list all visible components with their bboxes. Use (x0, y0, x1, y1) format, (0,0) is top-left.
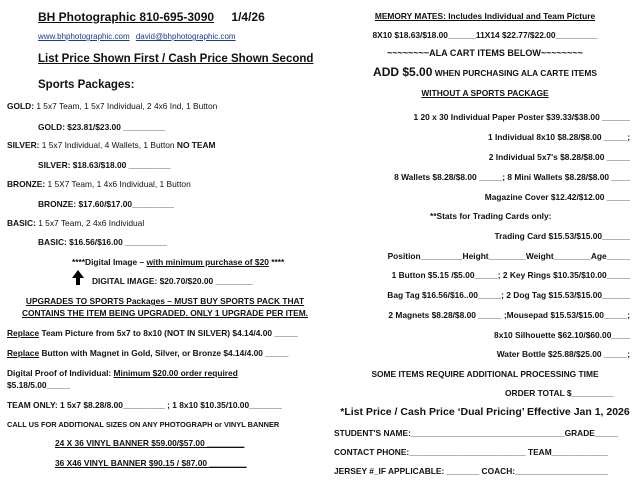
ala-cart-item[interactable]: 2 Individual 5x7's $8.28/$8.00 _____ (488, 152, 630, 162)
digital-image-note: ****Digital Image – with minimum purchase of $20 **** (72, 257, 285, 267)
company-header (38, 10, 265, 24)
jersey-coach-field[interactable]: JERSEY #_IF APPLICABLE: _______ COACH:____________________ (334, 466, 609, 476)
ala-cart-item[interactable]: Water Bottle $25.88/$25.00 _____; (496, 349, 630, 359)
dual-pricing-note: *List Price / Cash Price ‘Dual Pricing’ Effective Jan 1, 2026 (340, 406, 630, 418)
team-only-line[interactable]: TEAM ONLY: 1 5x7 $8.28/8.00_________ ; 1 8x10 $10.35/10.00_______ (7, 400, 282, 410)
digital-image-price[interactable]: DIGITAL IMAGE: $20.70/$20.00 ________ (92, 276, 253, 286)
without-sports-package: WITHOUT A SPORTS PACKAGE (421, 88, 549, 98)
digital-proof-price[interactable]: $5.18/5.00_____ (7, 380, 70, 390)
student-name-field[interactable]: STUDENT'S NAME:_________________________________GRADE_____ (334, 428, 619, 438)
upgrades-heading-1: UPGRADES TO SPORTS Packages – MUST BUY SPORTS PACK THAT (25, 296, 305, 306)
basic-package: BASIC: 1 5x7 Team, 2 4x6 Individual (7, 218, 145, 228)
bronze-price[interactable]: BRONZE: $17.60/$17.00_________ (38, 199, 174, 209)
add-five-dollars: ADD $5.00 WHEN PURCHASING ALA CARTE ITEMS (373, 65, 597, 79)
silver-price[interactable]: SILVER: $18.63/$18.00 _________ (38, 160, 171, 170)
ala-cart-item[interactable]: Magazine Cover $12.42/$12.00 _____ (484, 192, 630, 202)
ala-cart-item[interactable]: 8 Wallets $8.28/$8.00 _____; 8 Mini Wallets $8.28/$8.00 ____ (394, 172, 630, 182)
upgrades-heading-2: CONTAINS THE ITEM BEING UPGRADED. ONLY 1 UPGRADE PER ITEM. (21, 308, 309, 318)
ala-cart-item[interactable]: 8x10 Silhouette $62.10/$60.00____ (494, 330, 630, 340)
up-arrow-icon (72, 270, 84, 278)
ala-cart-item[interactable]: 2 Magnets $8.28/$8.00 _____ ;Mousepad $15.53/$15.00_____; (388, 310, 630, 320)
ala-cart-item[interactable]: 1 Individual 8x10 $8.28/$8.00 _____; (487, 132, 630, 142)
memory-mates-prices[interactable]: 8X10 $18.63/$18.00______11X14 $22.77/$22.00_________ (372, 30, 598, 40)
ala-cart-item[interactable]: Trading Card $15.53/$15.00______ (494, 231, 630, 241)
email-link[interactable]: david@bhphotographic.com (135, 32, 236, 41)
bronze-package: BRONZE: 1 5X7 Team, 1 4x6 Individual, 1 Button (7, 179, 191, 189)
processing-note: SOME ITEMS REQUIRE ADDITIONAL PROCESSING TIME (371, 369, 599, 379)
digital-proof: Digital Proof of Individual: Minimum $20.00 order required (7, 368, 238, 378)
upgrade-team-picture[interactable]: Replace Team Picture from 5x7 to 8x10 (NOT IN SILVER) $4.14/4.00 _____ (7, 328, 298, 338)
silver-package: SILVER: 1 5x7 Individual, 4 Wallets, 1 Button NO TEAM (7, 140, 216, 150)
trading-card-stats-note: **Stats for Trading Cards only: (430, 211, 552, 221)
ala-cart-item[interactable]: 1 Button $5.15 /$5.00_____; 2 Key Rings $10.35/$10.00_____ (391, 270, 630, 280)
vinyl-banner-36x46[interactable]: 36 X46 VINYL BANNER $90.15 / $87.00 ________ (55, 458, 247, 468)
basic-price[interactable]: BASIC: $16.56/$16.00 _________ (38, 237, 167, 247)
call-us-note: CALL US FOR ADDITIONAL SIZES ON ANY PHOTOGRAPH or VINYL BANNER (7, 420, 280, 429)
company-title: BH Photographic 810-695-3090 (38, 10, 215, 24)
vinyl-banner-24x36[interactable]: 24 X 36 VINYL BANNER $59.00/$57.00 ________ (55, 438, 245, 448)
ala-cart-heading: ~~~~~~~~ALA CART ITEMS BELOW~~~~~~~~ (387, 48, 583, 58)
gold-package: GOLD: 1 5x7 Team, 1 5x7 Individual, 2 4x6 Ind, 1 Button (7, 101, 218, 111)
sports-packages-heading: Sports Packages: (38, 79, 135, 91)
ala-cart-item[interactable]: 1 20 x 30 Individual Paper Poster $39.33/$38.00 ______ (413, 112, 630, 122)
gold-price[interactable]: GOLD: $23.81/$23.00 _________ (38, 122, 166, 132)
pricing-note: List Price Shown First / Cash Price Shown Second (38, 53, 314, 65)
contact-phone-field[interactable]: CONTACT PHONE:_________________________ TEAM____________ (334, 447, 608, 457)
website-link[interactable]: www.bhphotographic.com (38, 32, 130, 41)
header-date: 1/4/26 (231, 10, 265, 24)
order-total[interactable]: ORDER TOTAL $_________ (505, 388, 614, 398)
ala-cart-item[interactable]: Bag Tag $16.56/$16..00_____; 2 Dog Tag $15.53/$15.00______ (387, 290, 630, 300)
upgrade-button-magnet[interactable]: Replace Button with Magnet in Gold, Silver, or Bronze $4.14/4.00 _____ (7, 348, 289, 358)
up-arrow-stem (76, 278, 80, 285)
contact-links (38, 32, 236, 42)
memory-mates-heading: MEMORY MATES: Includes Individual and Team Picture (374, 11, 596, 21)
trading-card-stats-fields[interactable]: Position_________Height________Weight________Age_____ (387, 251, 630, 261)
